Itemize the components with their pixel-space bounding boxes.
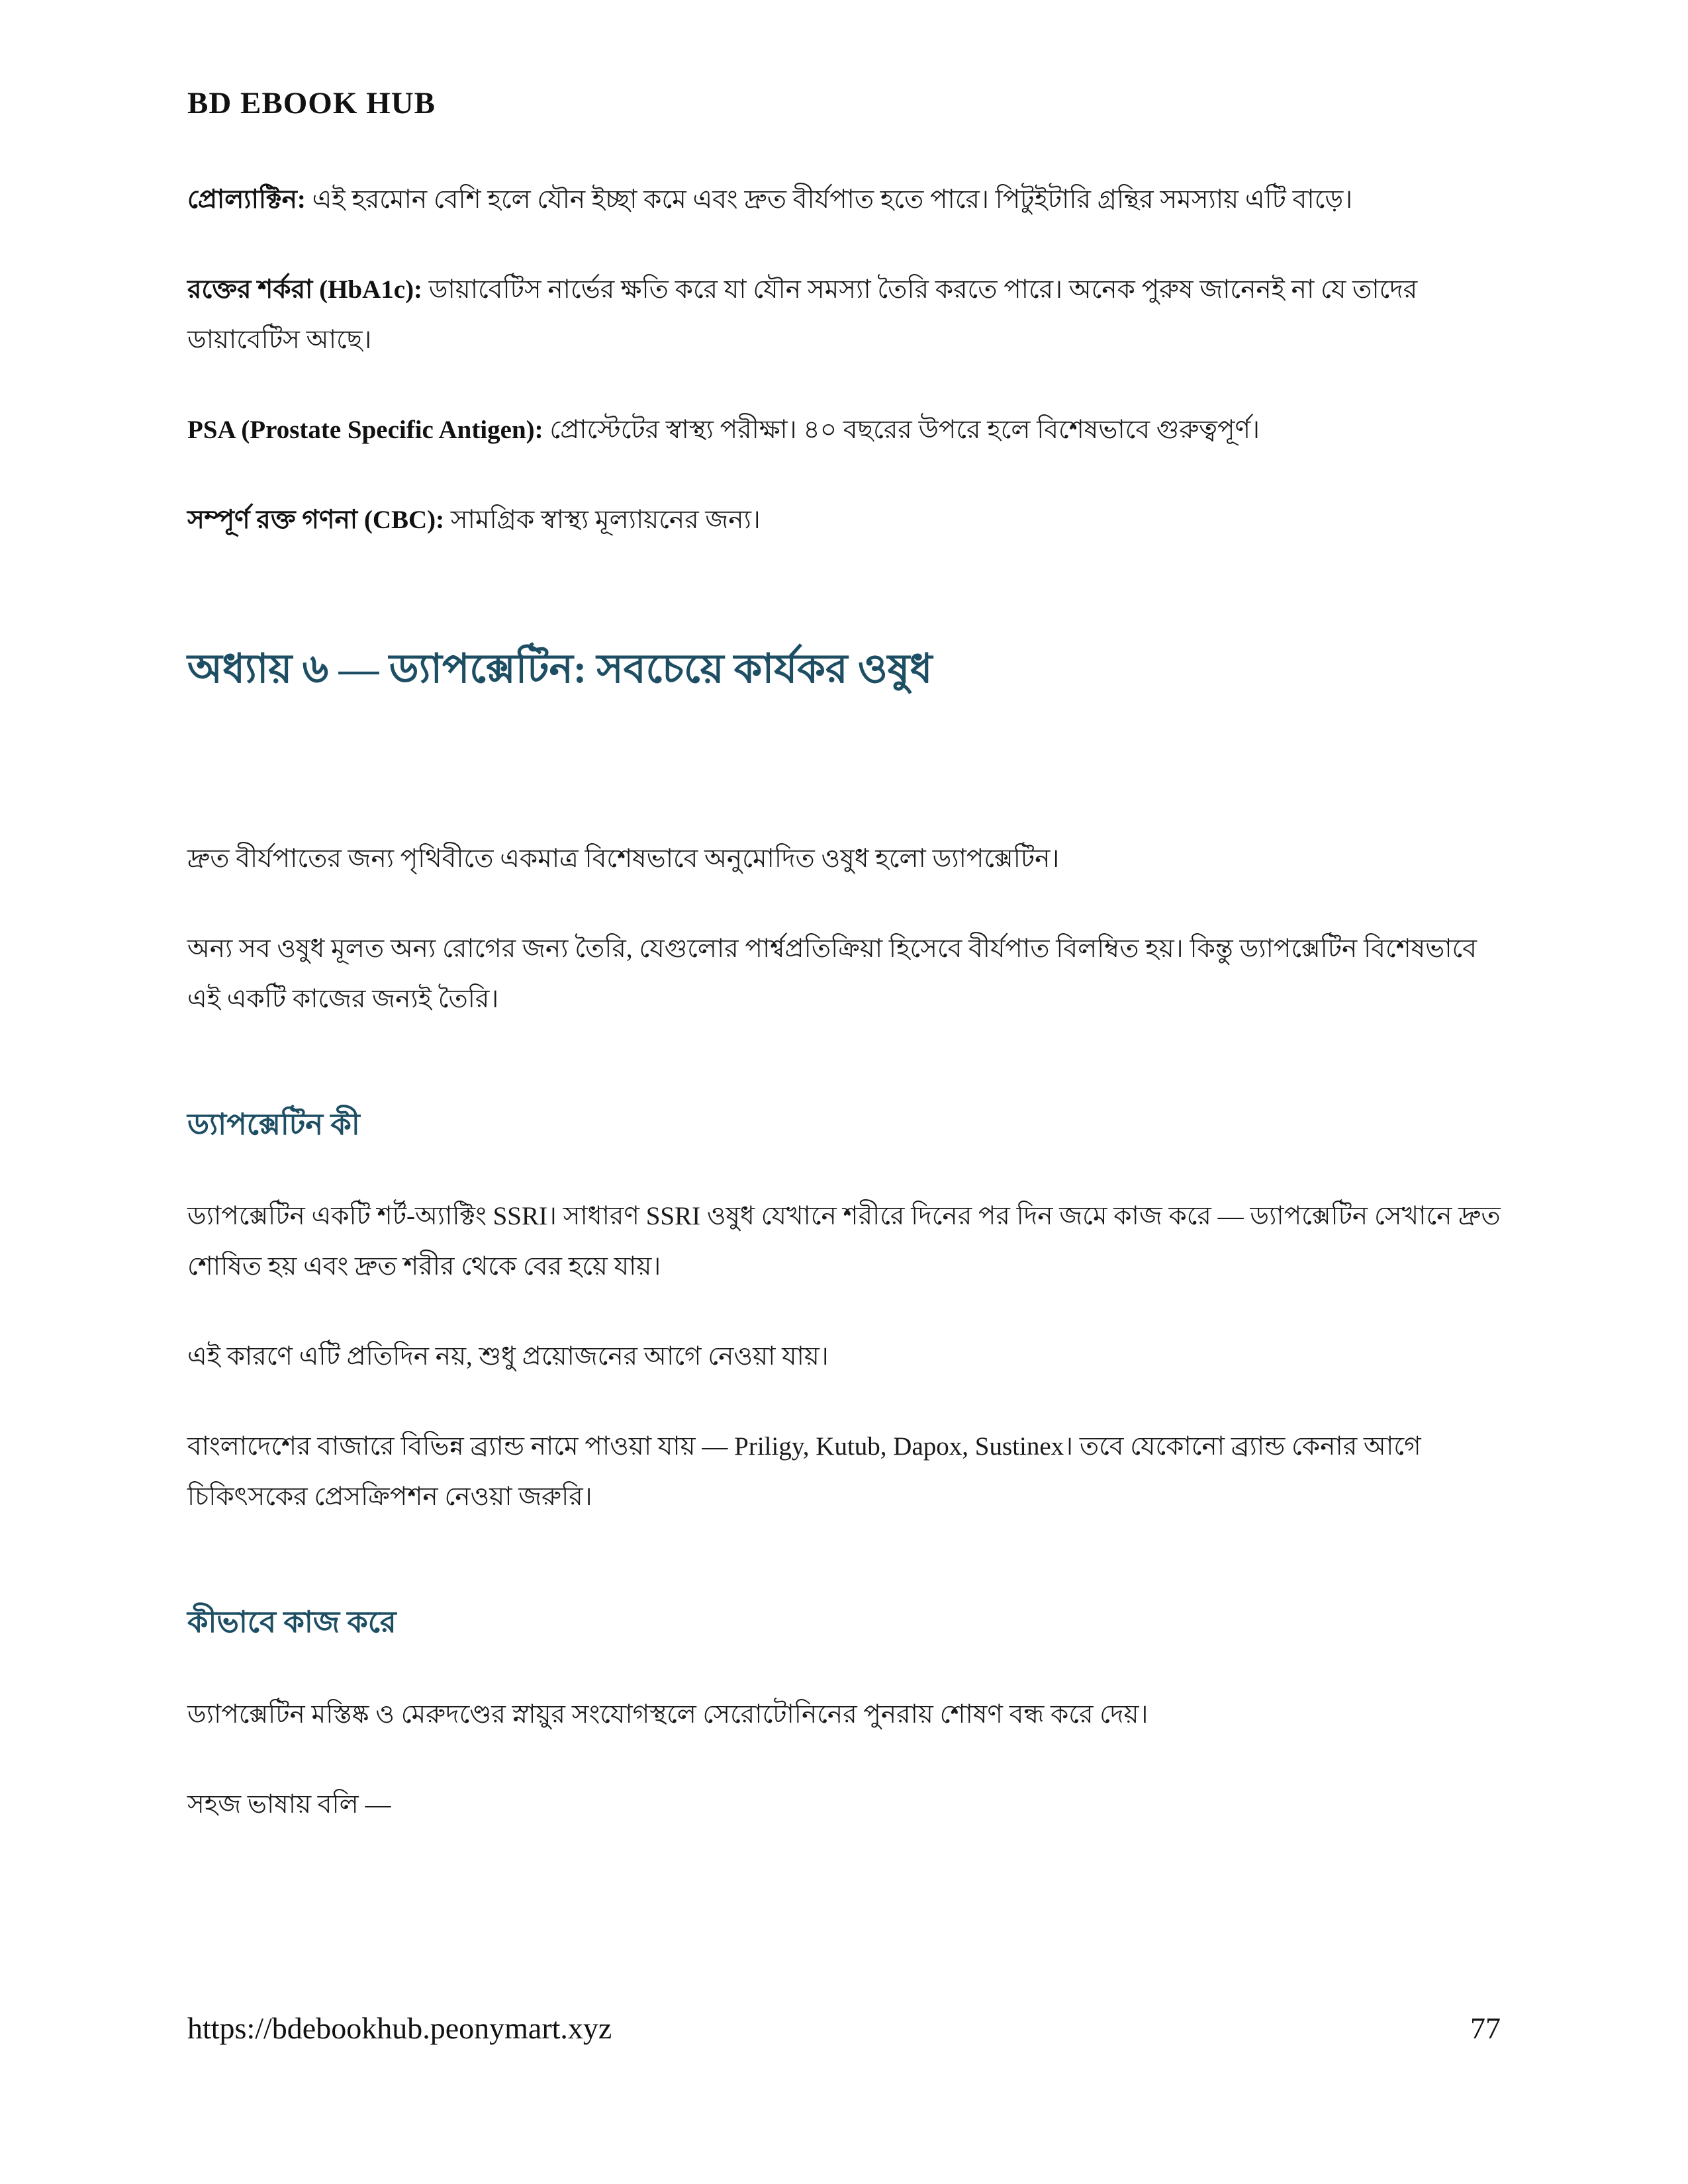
paragraph-text: সামগ্রিক স্বাস্থ্য মূল্যায়নের জন্য। bbox=[444, 506, 761, 535]
section-heading-what-is-dapoxetine: ড্যাপক্সেটিন কী bbox=[187, 1107, 360, 1141]
footer-url: https://bdebookhub.peonymart.xyz bbox=[187, 2011, 612, 2045]
lab-test-paragraph-prolactin bbox=[187, 175, 1501, 225]
chapter-intro-paragraph: অন্য সব ওষুধ মূলত অন্য রোগের জন্য তৈরি, যেগুলোর পার্শ্বপ্রতিক্রিয়া হিসেবে বীর্যপাত বিলম্বিত হয়। কিন্তু ড্যাপক্সেটিন বিশেষভাবে এই একটি কাজের জন্যই তৈরি। bbox=[187, 934, 1477, 1013]
page-footer bbox=[187, 2011, 1501, 2046]
paragraph-lead: PSA (Prostate Specific Antigen): bbox=[187, 416, 543, 445]
section-paragraph: ড্যাপক্সেটিন একটি শর্ট-অ্যাক্টিং SSRI। সাধারণ SSRI ওষুধ যেখানে শরীরে দিনের পর দিন জমে কাজ করে — ড্যাপক্সেটিন সেখানে দ্রুত শোষিত হয় এবং দ্রুত শরীর থেকে বের হয়ে যায়। bbox=[187, 1202, 1501, 1281]
section-heading-how-it-works: কীভাবে কাজ করে bbox=[187, 1606, 397, 1639]
page-header-title: BD EBOOK HUB bbox=[187, 86, 436, 120]
section-paragraph: সহজ ভাষায় বলি — bbox=[187, 1790, 391, 1819]
paragraph-lead: সম্পূর্ণ রক্ত গণনা (CBC): bbox=[187, 506, 445, 535]
lab-test-paragraph-psa bbox=[187, 405, 1501, 455]
paragraph-lead: রক্তের শর্করা (HbA1c): bbox=[187, 275, 423, 304]
paragraph-text: প্রোস্টেটের স্বাস্থ্য পরীক্ষা। ৪০ বছরের উপরে হলে বিশেষভাবে গুরুত্বপূর্ণ। bbox=[543, 416, 1260, 445]
section-paragraph: ড্যাপক্সেটিন মস্তিষ্ক ও মেরুদণ্ডের স্নায়ুর সংযোগস্থলে সেরোটোনিনের পুনরায় শোষণ বন্ধ করে দেয়। bbox=[187, 1700, 1149, 1729]
paragraph-text: ডায়াবেটিস নার্ভের ক্ষতি করে যা যৌন সমস্যা তৈরি করতে পারে। অনেক পুরুষ জানেনই না যে তাদের ডায়াবেটিস আছে। bbox=[187, 275, 1418, 355]
section-paragraph: এই কারণে এটি প্রতিদিন নয়, শুধু প্রয়োজনের আগে নেওয়া যায়। bbox=[187, 1342, 829, 1371]
chapter-intro-paragraph: দ্রুত বীর্যপাতের জন্য পৃথিবীতে একমাত্র বিশেষভাবে অনুমোদিত ওষুধ হলো ড্যাপক্সেটিন। bbox=[187, 844, 1060, 873]
section-paragraph: বাংলাদেশের বাজারে বিভিন্ন ব্র্যান্ড নামে পাওয়া যায় — Priligy, Kutub, Dapox, Sustinex। তবে যেকোনো ব্র্যান্ড কেনার আগে চিকিৎসকের প্রেসক্রিপশন নেওয়া জরুরি। bbox=[187, 1432, 1421, 1512]
footer-page-number: 77 bbox=[1470, 2011, 1501, 2045]
lab-test-paragraph-hba1c bbox=[187, 265, 1501, 365]
paragraph-lead: প্রোল্যাক্টিন: bbox=[187, 185, 306, 214]
paragraph-text: এই হরমোন বেশি হলে যৌন ইচ্ছা কমে এবং দ্রুত বীর্যপাত হতে পারে। পিটুইটারি গ্রন্থির সমস্যায় এটি বাড়ে। bbox=[305, 185, 1353, 214]
chapter-title: অধ্যায় ৬ — ড্যাপক্সেটিন: সবচেয়ে কার্যকর ওষুধ bbox=[187, 647, 933, 692]
lab-test-paragraph-cbc bbox=[187, 495, 1501, 545]
